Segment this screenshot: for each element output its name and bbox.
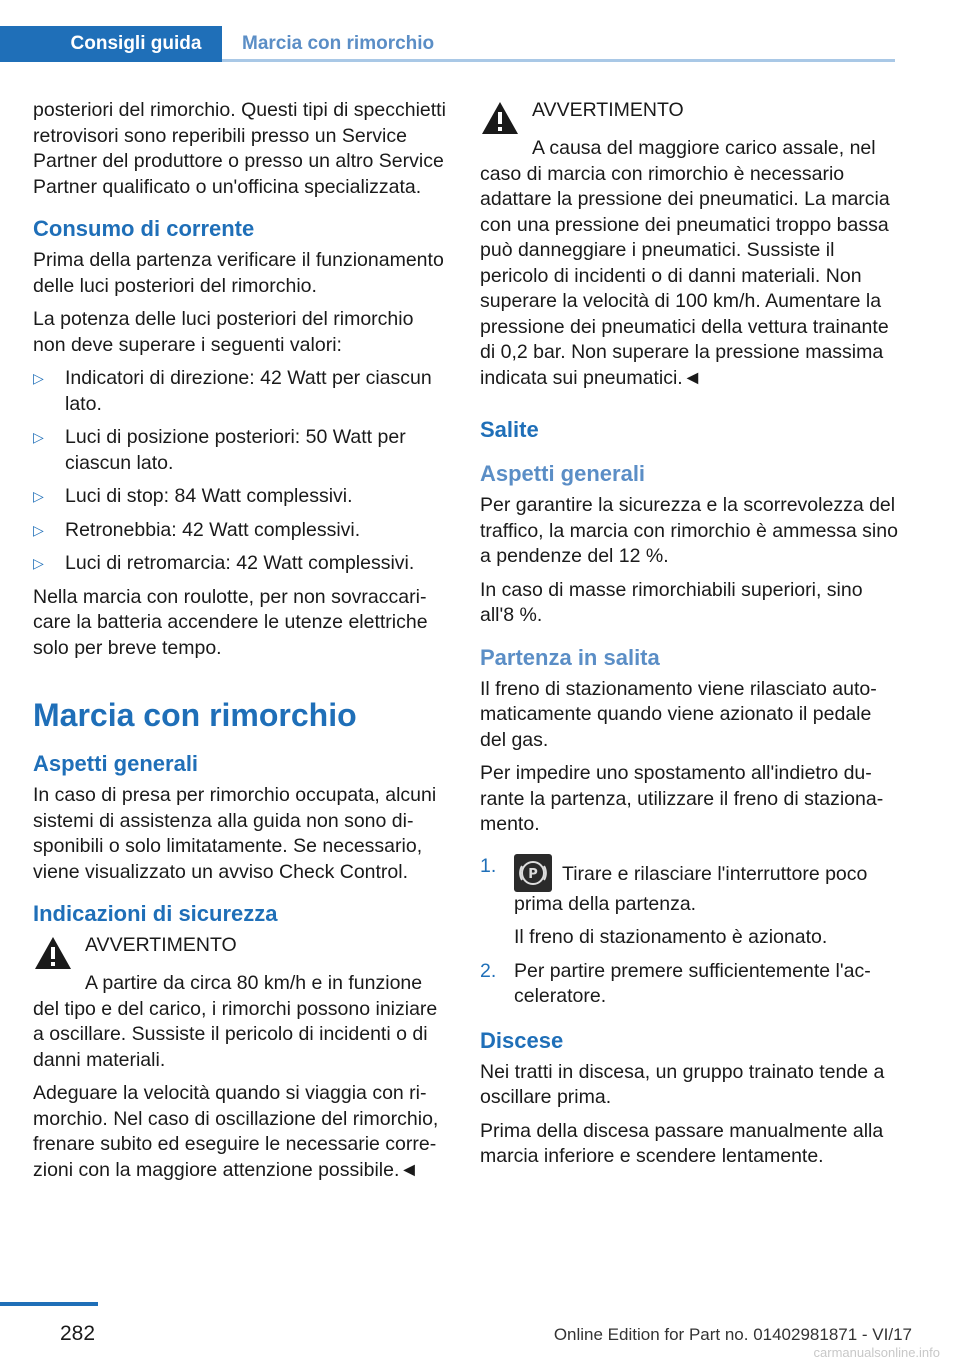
list-item <box>480 959 898 1010</box>
discese-heading: Discese <box>480 1027 564 1053</box>
step-number: 2. <box>480 959 497 982</box>
aspetti-paragraph: In caso di presa per rimorchio occupata, alcuni sistemi di assistenza alla guida non sono disponibili o solo limitatamente. Se necessario, viene visualizzato un avviso Check Control. <box>33 784 437 883</box>
right-column <box>480 98 898 1178</box>
svg-text:P: P <box>528 866 538 882</box>
partenza-paragraph-2: Per impedire uno spostamento all'indietro durante la partenza, utilizzare il freno di stazionamento. <box>480 762 884 835</box>
partenza-paragraph-1: Il freno di stazionamento viene rilasciato automaticamente quando viene azionato il pedale del gas. <box>480 677 877 751</box>
list-item <box>480 854 898 951</box>
warning-title: AVVERTIMENTO <box>532 99 684 121</box>
step-subtext: Il freno di stazionamento è azionato. <box>514 926 828 948</box>
warning-text: A partire da circa 80 km/h e in funzione del tipo e del carico, i rimorchi possono iniziare a oscillare. Sussiste il pericolo di incidenti o di danni materiali. <box>33 972 438 1071</box>
warning-icon <box>480 100 520 136</box>
discese-paragraph-1: Nei tratti in discesa, un gruppo trainato tende a oscillare prima. <box>480 1060 885 1108</box>
triangle-bullet-icon: ▷ <box>33 429 44 445</box>
salite-heading: Salite <box>480 417 539 442</box>
list-item: ▷ Luci di stop: 84 Watt complessivi. <box>33 484 451 510</box>
consumo-paragraph-2: La potenza delle luci posteriori del rimorchio non deve superare i seguenti valori: <box>33 308 414 356</box>
tab-consigli-guida[interactable]: Consigli guida <box>0 26 222 62</box>
roulotte-paragraph: Nella marcia con roulotte, per non sovraccaricare la batteria accendere le utenze elettriche solo per breve tempo. <box>33 585 428 659</box>
list-item: ▷ Luci di posizione posteriori: 50 Watt per ciascun lato. <box>33 426 406 474</box>
warning-title: AVVERTIMENTO <box>85 934 237 956</box>
partenza-heading: Partenza in salita <box>480 644 660 670</box>
parking-brake-icon <box>514 854 552 892</box>
footer-divider <box>0 1302 98 1306</box>
list-item: ▷ Indicatori di direzione: 42 Watt per ciascun lato. <box>33 367 432 415</box>
warning-text-2: Adeguare la velocità quando si viaggia con rimorchio. Nel caso di oscillazione del rimorchio, frenare subito ed eseguire le necessarie correzioni con la maggiore attenzione possibile.◄ <box>33 1082 439 1181</box>
list-item: ▷ Luci di retromarcia: 42 Watt complessivi. <box>33 551 451 577</box>
watermark: carmanualsonline.info <box>813 1345 940 1360</box>
header-divider <box>222 59 895 62</box>
step-text: Tirare e rilasciare l'interruttore poco prima della partenza. <box>514 862 868 915</box>
steps-list <box>480 854 898 1010</box>
aspetti-paragraph-1: Per garantire la sicurezza e la scorrevolezza del traffico, la marcia con rimorchio è ammessa sino a pendenze del 12 %. <box>480 494 898 567</box>
warning-icon <box>33 935 73 971</box>
header-bar <box>0 0 895 62</box>
aspetti-heading: Aspetti generali <box>480 461 646 486</box>
triangle-bullet-icon: ▷ <box>33 488 44 504</box>
page-number: 282 <box>60 1322 96 1345</box>
section-title: Marcia con rimorchio <box>33 697 357 733</box>
left-column <box>33 98 451 1191</box>
power-limits-list <box>33 366 451 577</box>
edition-text: Online Edition for Part no. 01402981871 - VI/17 <box>553 1325 912 1344</box>
discese-paragraph-2: Prima della discesa passare manualmente alla marcia inferiore e scendere lentamente. <box>480 1119 884 1167</box>
step-text: Per partire premere sufficientemente l'acceleratore. <box>514 959 871 1007</box>
tab-marcia-con-rimorchio[interactable]: Marcia con rimorchio <box>242 33 435 54</box>
step-number: 1. <box>480 854 497 877</box>
sicurezza-heading: Indicazioni di sicurezza <box>33 901 278 926</box>
aspetti-paragraph-2: In caso di masse rimorchiabili superiori, sino all'8 %. <box>480 578 863 626</box>
triangle-bullet-icon: ▷ <box>33 555 44 571</box>
warning-block <box>33 933 451 977</box>
list-item: ▷ Retronebbia: 42 Watt complessivi. <box>33 518 451 544</box>
triangle-bullet-icon: ▷ <box>33 521 44 538</box>
consumo-heading: Consumo di corrente <box>33 216 255 241</box>
aspetti-heading: Aspetti generali <box>33 751 199 776</box>
consumo-paragraph-1: Prima della partenza verificare il funzionamento delle luci posteriori del rimorchio. <box>33 249 444 297</box>
warning-block <box>480 98 898 142</box>
intro-paragraph: posteriori del rimorchio. Questi tipi di specchietti retrovisori sono reperibili presso un Service Partner del produttore o presso un altro Service Partner qualificato o un'officina specializzata. <box>33 99 446 198</box>
warning-text: A causa del maggiore carico assale, nel caso di marcia con rimorchio è necessario adattare la pressione dei pneumatici. La marcia con una pressione dei pneumatici troppo bassa può danneggiare i pneumatici. Sussiste il pericolo di incidenti o di danni materiali. Non superare la velocità di 100 km/h. Aumentare la pressione dei pneumatici della vettura trainante di 0,2 bar. Non superare la pressione massima indicata sui pneumatici.◄ <box>480 137 890 389</box>
triangle-bullet-icon: ▷ <box>33 370 44 386</box>
